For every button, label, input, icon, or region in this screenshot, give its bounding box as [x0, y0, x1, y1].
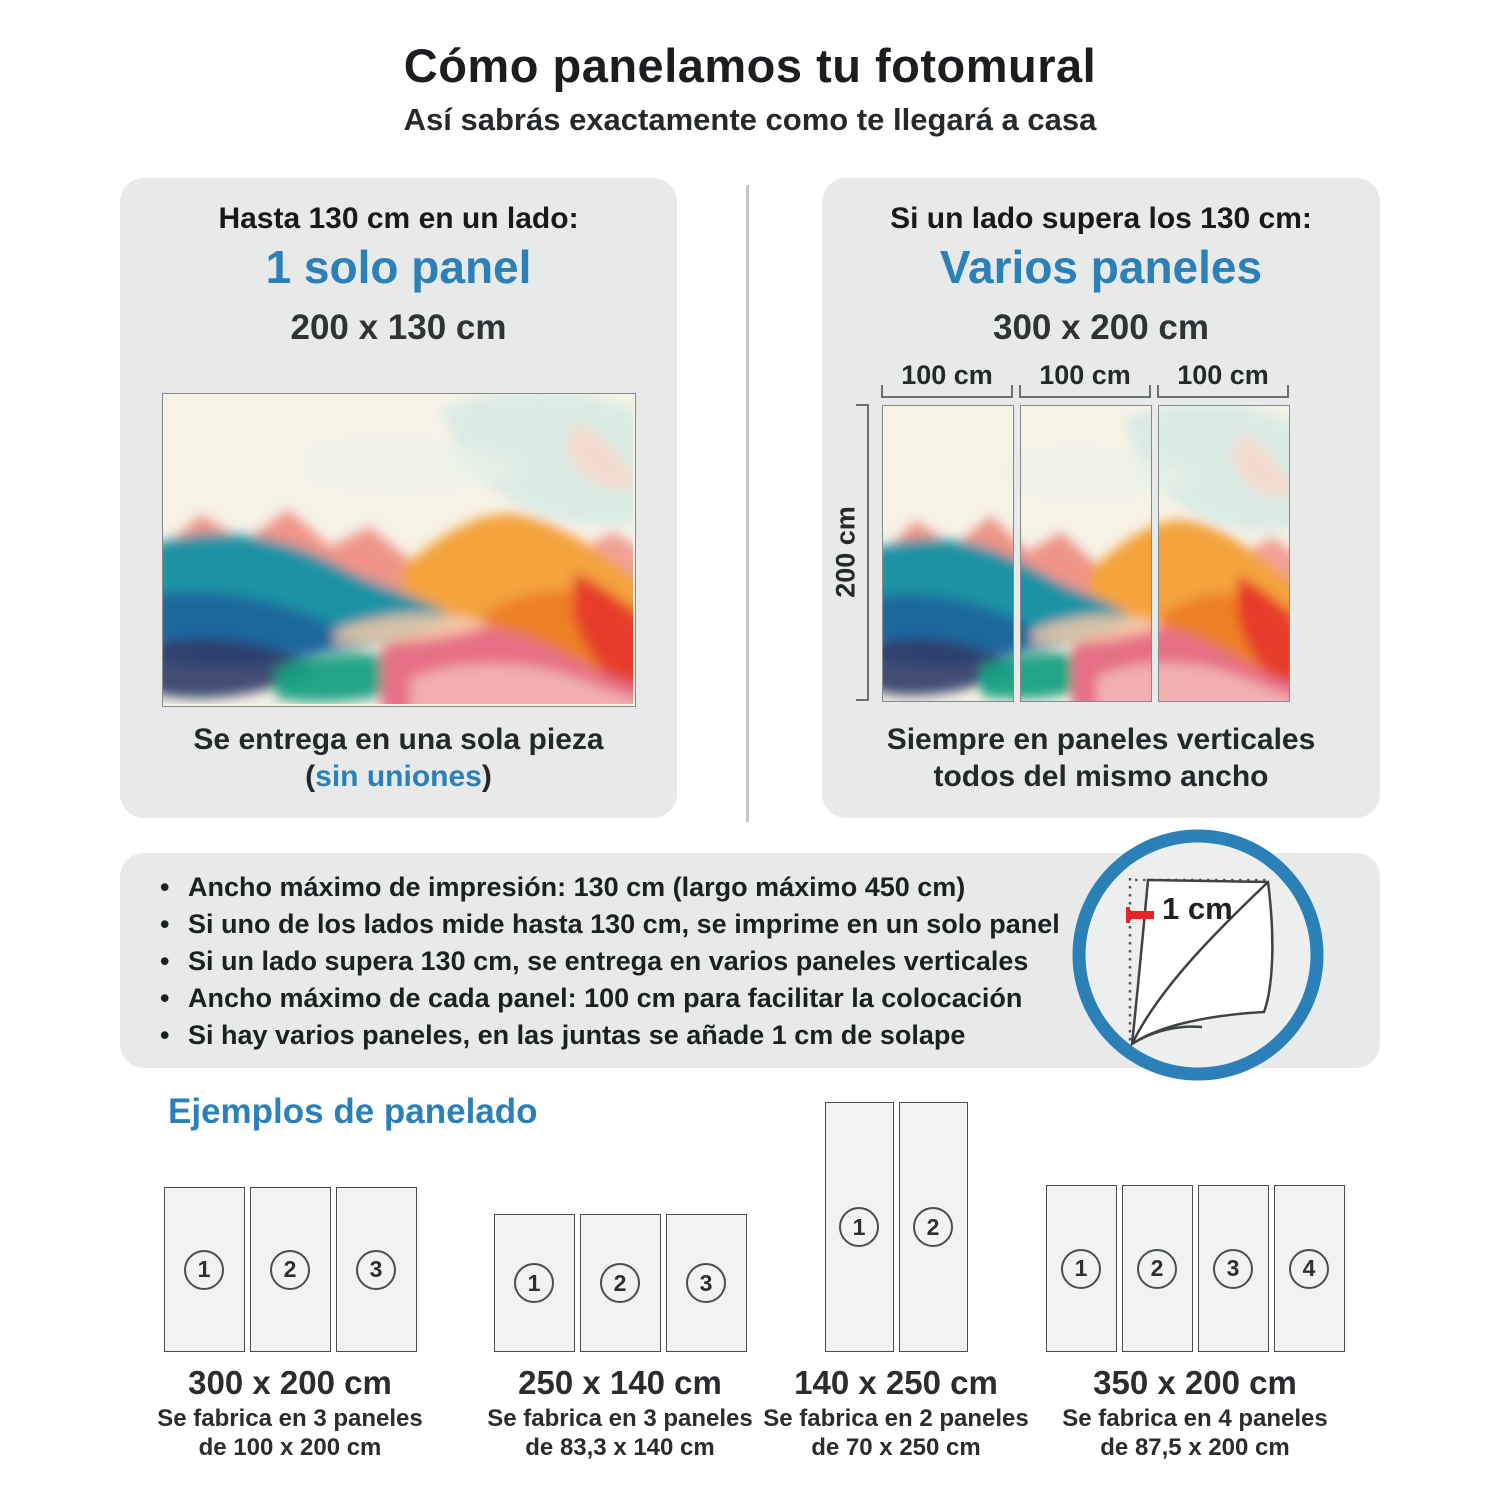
rule-item: • Si uno de los lados mide hasta 130 cm, se imprime en un solo panel — [154, 906, 1114, 943]
panel — [164, 1187, 245, 1352]
panel — [666, 1214, 747, 1352]
example-panels — [164, 1102, 417, 1352]
example-140x250 — [736, 1102, 1056, 1462]
example-size: 350 x 200 cm — [1093, 1364, 1297, 1401]
multi-panel-size: 300 x 200 cm — [992, 308, 1209, 347]
page-title: Cómo panelamos tu fotomural — [403, 39, 1097, 92]
paren-open: ( — [305, 760, 316, 793]
panel-width-label-3: 100 cm — [1177, 360, 1269, 390]
mural-panel-slice-2 — [1020, 405, 1152, 702]
panel-number-badge: 1 — [184, 1250, 224, 1290]
panel-height-label: 200 cm — [830, 506, 861, 598]
example-caption: Se fabrica en 2 paneles de 70 x 250 cm — [763, 1405, 1029, 1461]
multi-panel-card — [822, 178, 1380, 818]
single-panel-size: 200 x 130 cm — [290, 308, 507, 347]
panel — [580, 1214, 661, 1352]
panel-number-badge: 1 — [839, 1207, 879, 1247]
rule-item: • Ancho máximo de impresión: 130 cm (largo máximo 450 cm) — [154, 869, 1114, 906]
example-size: 250 x 140 cm — [518, 1364, 722, 1401]
overlap-label: 1 cm — [1162, 891, 1233, 926]
rule-item: • Si hay varios paneles, en las juntas se añade 1 cm de solape — [154, 1017, 1114, 1054]
panel — [1046, 1185, 1117, 1352]
panel-width-label-2: 100 cm — [1039, 360, 1131, 390]
panel-number-badge: 1 — [1061, 1249, 1101, 1289]
watercolor-artwork — [163, 394, 633, 704]
example-caption: Se fabrica en 4 paneles de 87,5 x 200 cm — [1062, 1405, 1328, 1461]
paren-close: ) — [481, 760, 492, 793]
single-panel-note-highlight — [120, 760, 677, 794]
example-panels — [825, 1102, 968, 1352]
example-300x200 — [130, 1102, 450, 1462]
panel — [250, 1187, 331, 1352]
multi-panel-result: Varios paneles — [939, 241, 1263, 293]
rule-item: • Ancho máximo de cada panel: 100 cm para facilitar la colocación — [154, 980, 1114, 1017]
rules-list — [154, 869, 1114, 1054]
example-250x140 — [460, 1102, 780, 1462]
panel-number-badge: 2 — [600, 1263, 640, 1303]
multi-panel-condition: Si un lado supera los 130 cm: — [890, 202, 1312, 235]
mural-panel-slice-1 — [882, 405, 1014, 702]
panel-number-badge: 3 — [686, 1263, 726, 1303]
panel — [1274, 1185, 1345, 1352]
example-caption: Se fabrica en 3 paneles de 83,3 x 140 cm — [487, 1405, 753, 1461]
panel — [336, 1187, 417, 1352]
panel — [1122, 1185, 1193, 1352]
cards-divider — [746, 185, 749, 822]
rule-item: • Si un lado supera 130 cm, se entrega en varios paneles verticales — [154, 943, 1114, 980]
multi-panel-note-line1: Siempre en paneles verticales — [886, 723, 1316, 756]
panel-number-badge: 3 — [356, 1250, 396, 1290]
panel — [825, 1102, 894, 1352]
example-350x200 — [1028, 1102, 1362, 1462]
single-panel-result: 1 solo panel — [265, 241, 532, 293]
panel — [1198, 1185, 1269, 1352]
panel — [494, 1214, 575, 1352]
overlap-detail-badge — [1062, 818, 1334, 1092]
panel-number-badge: 3 — [1213, 1249, 1253, 1289]
panel-width-label-1: 100 cm — [901, 360, 993, 390]
single-panel-condition: Hasta 130 cm en un lado: — [218, 202, 579, 235]
example-caption: Se fabrica en 3 paneles de 100 x 200 cm — [157, 1405, 423, 1461]
panel-number-badge: 4 — [1289, 1249, 1329, 1289]
page-subtitle: Así sabrás exactamente como te llegará a casa — [403, 102, 1097, 137]
example-size: 140 x 250 cm — [794, 1364, 998, 1401]
no-seams-text: sin uniones — [315, 760, 482, 793]
overlap-marker-icon — [1126, 911, 1154, 919]
single-panel-note: Se entrega en una sola pieza — [193, 723, 604, 756]
panel — [899, 1102, 968, 1352]
examples-heading: Ejemplos de panelado — [168, 1092, 538, 1131]
mural-panel-slice-3 — [1158, 405, 1290, 702]
multi-panel-note-line2: todos del mismo ancho — [933, 760, 1269, 793]
example-panels — [1046, 1102, 1345, 1352]
panel-number-badge: 2 — [913, 1207, 953, 1247]
example-size: 300 x 200 cm — [188, 1364, 392, 1401]
single-panel-card — [120, 178, 677, 818]
panel-number-badge: 2 — [1137, 1249, 1177, 1289]
mural-preview-image — [162, 393, 636, 707]
panel-number-badge: 2 — [270, 1250, 310, 1290]
panel-number-badge: 1 — [514, 1263, 554, 1303]
example-panels — [494, 1102, 747, 1352]
